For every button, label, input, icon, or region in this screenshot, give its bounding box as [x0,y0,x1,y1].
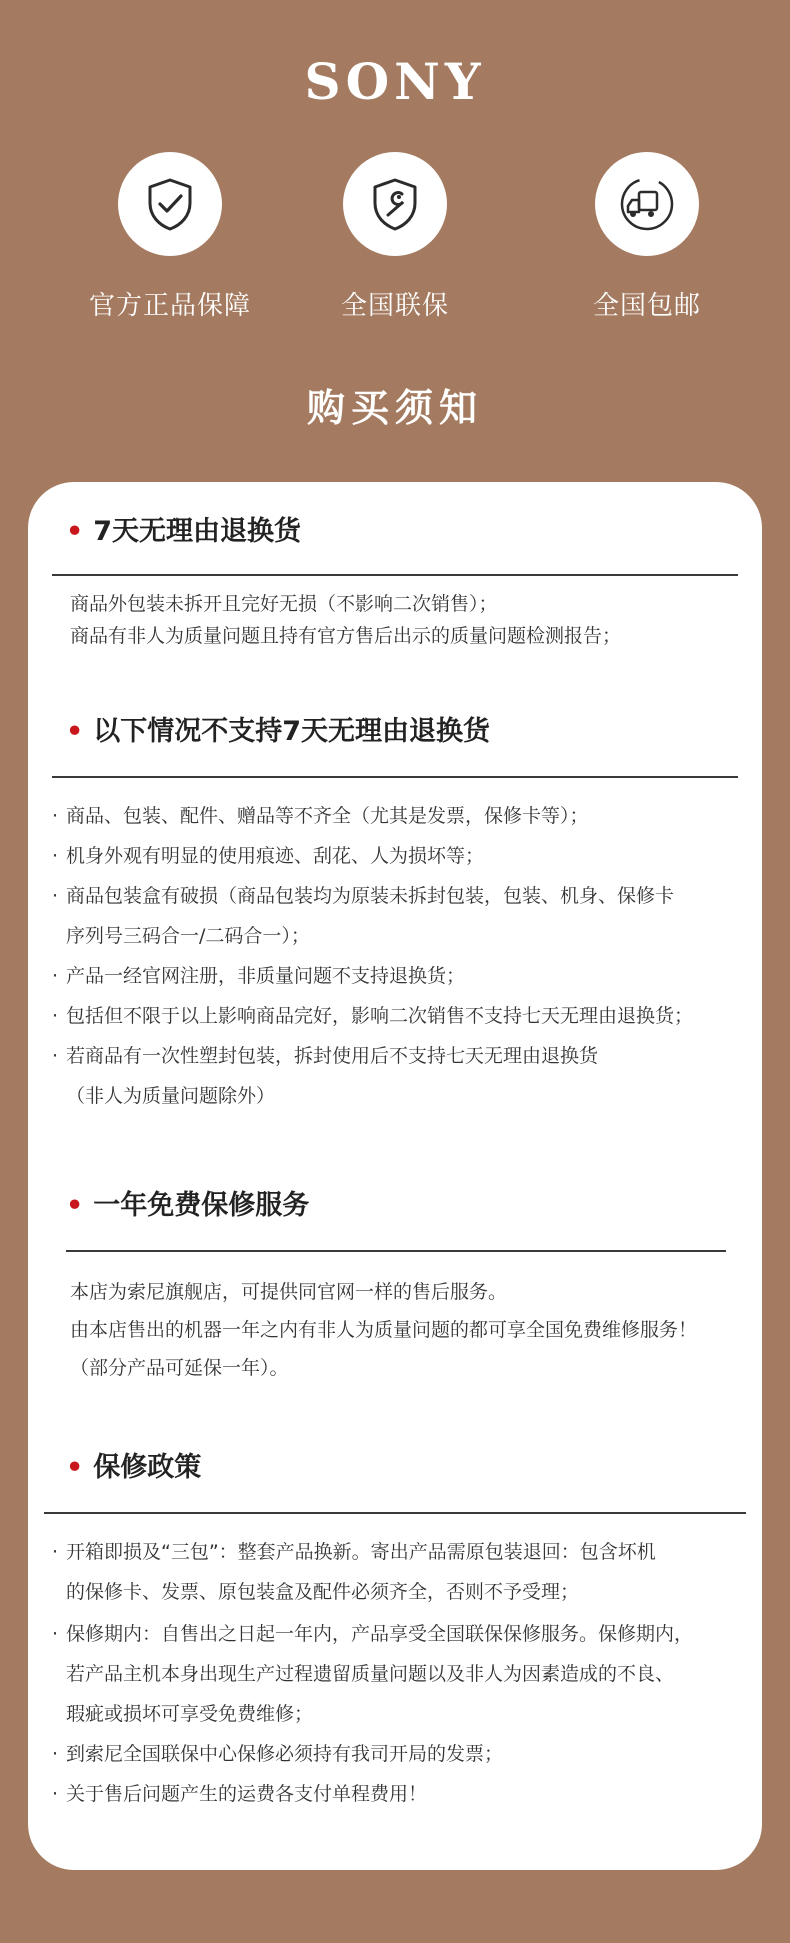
list-item: · 商品、包装、配件、赠品等不齐全（尤其是发票，保修卡等）； [52,805,589,827]
list-item: 本店为索尼旗舰店，可提供同官网一样的售后服务。 [70,1281,508,1303]
list-item: 若产品主机本身出现生产过程遗留质量问题以及非人为因素造成的不良、 [66,1663,675,1685]
list-item: （非人为质量问题除外） [66,1085,276,1107]
list-item: · 保修期内：自售出之日起一年内，产品享受全国联保保修服务。保修期内， [52,1623,694,1645]
list-item: 瑕疵或损坏可享受免费维修； [66,1703,314,1725]
list-item: · 到索尼全国联保中心保修必须持有我司开局的发票； [52,1743,504,1765]
list-item: 商品外包装未拆开且完好无损（不影响二次销售）； [70,593,498,615]
list-item: 序列号三码合一/二码合一）； [66,925,310,947]
list-item: · 若商品有一次性塑封包装，拆封使用后不支持七天无理由退换货 [52,1045,599,1067]
badge-label: 官方正品保障 [88,291,251,321]
section-title-warranty-service: • 一年免费保修服务 [66,1190,310,1221]
section-title-exceptions: • 以下情况不支持7天无理由退换货 [66,716,491,747]
section-title-7day-return: • 7天无理由退换货 [66,516,302,547]
list-item: · 开箱即损及“三包”：整套产品换新。寄出产品需原包装退回：包含坏机 [52,1541,656,1563]
shield-wrench-icon [343,152,447,256]
section-divider [52,776,738,778]
list-item: · 包括但不限于以上影响商品完好，影响二次销售不支持七天无理由退换货； [52,1005,694,1027]
badge-warranty [285,152,505,324]
list-item: · 关于售后问题产生的运费各支付单程费用！ [52,1783,428,1805]
shield-check-icon [118,152,222,256]
section-title-warranty-policy: • 保修政策 [66,1452,202,1483]
delivery-truck-icon [595,152,699,256]
bullet-dot: • [66,1190,84,1221]
sony-logo: SONY [304,52,486,111]
bullet-dot: • [66,716,84,747]
list-item: 的保修卡、发票、原包装盒及配件必须齐全，否则不予受理； [66,1581,580,1603]
badge-label: 全国包邮 [592,291,701,321]
badge-shipping [537,152,757,324]
list-item: · 机身外观有明显的使用痕迹、刮花、人为损坏等； [52,845,485,867]
notice-card [28,482,762,1870]
bullet-dot: • [66,1452,84,1483]
list-item: 由本店售出的机器一年之内有非人为质量问题的都可享全国免费维修服务！ [70,1319,698,1341]
list-item: 商品有非人为质量问题且持有官方售后出示的质量问题检测报告； [70,625,622,647]
list-item: （部分产品可延保一年）。 [70,1357,289,1379]
badge-genuine [60,152,280,324]
section-divider [52,574,738,576]
badge-label: 全国联保 [340,291,449,321]
service-badges [0,152,790,332]
list-item: · 商品包装盒有破损（商品包装均为原装未拆封包装，包装、机身、保修卡 [52,885,675,907]
purchase-notice-heading: 购买须知 [306,386,483,430]
section-divider [66,1250,726,1252]
section-divider [44,1512,746,1514]
bullet-dot: • [66,516,84,547]
list-item: · 产品一经官网注册，非质量问题不支持退换货； [52,965,466,987]
